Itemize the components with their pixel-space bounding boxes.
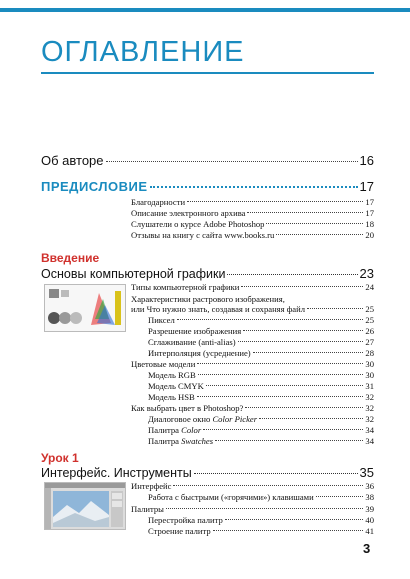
- toc-entry-cmyk[interactable]: Модель CMYK 31: [148, 381, 374, 391]
- toc-entry-resolution[interactable]: Разрешение изображения 26: [148, 326, 374, 336]
- toc-chapter-intro[interactable]: Основы компьютерной графики 23: [41, 266, 374, 281]
- toc-entry-antialias[interactable]: Сглаживание (anti-alias) 27: [148, 337, 374, 347]
- leader-dots: [316, 496, 364, 497]
- leader-dots: [215, 440, 363, 441]
- leader-dots: [206, 385, 364, 386]
- toc-entry-thanks[interactable]: Благодарности 17: [131, 197, 374, 207]
- toc-entry-color-models[interactable]: Цветовые модели 30: [131, 359, 374, 369]
- section-lesson1-heading: Урок 1: [41, 451, 79, 465]
- leader-dots: [253, 352, 364, 353]
- toc-entry-palette-color[interactable]: Палитра Color 34: [148, 425, 374, 435]
- leader-dots: [197, 396, 364, 397]
- lesson1-illustration: [44, 482, 126, 530]
- toc-entry-preface[interactable]: ПРЕДИСЛОВИЕ 17: [41, 179, 374, 194]
- toc-entry-hsb[interactable]: Модель HSB 32: [148, 392, 374, 402]
- leader-dots: [203, 429, 363, 430]
- leader-dots: [150, 186, 358, 188]
- top-accent-line: [0, 8, 410, 12]
- toc-entry-palette-swatches[interactable]: Палитра Swatches 34: [148, 436, 374, 446]
- leader-dots: [187, 201, 363, 202]
- toc-entry-color-picker[interactable]: Диалоговое окно Color Picker 32: [148, 414, 374, 424]
- leader-dots: [276, 234, 363, 235]
- leader-dots: [266, 223, 363, 224]
- toc-chapter-lesson1[interactable]: Интерфейс. Инструменты 35: [41, 465, 374, 480]
- leader-dots: [245, 407, 363, 408]
- toc-entry-raster[interactable]: или Что нужно знать, создавая и сохраняя файл 25: [131, 304, 374, 314]
- toc-entry-pixel[interactable]: Пиксел 25: [148, 315, 374, 325]
- leader-dots: [194, 473, 358, 474]
- leader-dots: [173, 485, 363, 486]
- leader-dots: [243, 330, 363, 331]
- page-title: ОГЛАВЛЕНИЕ: [41, 36, 245, 68]
- leader-dots: [213, 530, 364, 531]
- toc-entry-students[interactable]: Слушатели о курсе Adobe Photoshop 18: [131, 219, 374, 229]
- toc-entry-palettes[interactable]: Палитры 39: [131, 504, 374, 514]
- toc-entry-archive[interactable]: Описание электронного архива 17: [131, 208, 374, 218]
- leader-dots: [198, 374, 364, 375]
- leader-dots: [166, 508, 363, 509]
- toc-entry-choose-color[interactable]: Как выбрать цвет в Photoshop? 32: [131, 403, 374, 413]
- toc-entry-hotkeys[interactable]: Работа с быстрыми («горячими») клавишами 38: [148, 492, 374, 502]
- page-number: 3: [363, 541, 371, 556]
- toc-entry-rearrange[interactable]: Перестройка палитр 40: [148, 515, 374, 525]
- toc-entry-raster-line1[interactable]: Характеристики растрового изображения,: [131, 294, 285, 304]
- section-intro-heading: Введение: [41, 251, 100, 265]
- leader-dots: [227, 274, 357, 275]
- leader-dots: [177, 319, 364, 320]
- toc-entry-reviews[interactable]: Отзывы на книгу с сайта www.books.ru 20: [131, 230, 374, 240]
- leader-dots: [106, 161, 358, 162]
- toc-entry-interface[interactable]: Интерфейс 36: [131, 481, 374, 491]
- leader-dots: [259, 418, 363, 419]
- leader-dots: [238, 341, 364, 342]
- toc-entry-structure[interactable]: Строение палитр 41: [148, 526, 374, 536]
- leader-dots: [197, 363, 363, 364]
- toc-entry-about[interactable]: Об авторе 16: [41, 153, 374, 168]
- toc-entry-types[interactable]: Типы компьютерной графики 24: [131, 282, 374, 292]
- title-underline: [41, 72, 374, 74]
- toc-entry-rgb[interactable]: Модель RGB 30: [148, 370, 374, 380]
- intro-illustration: [44, 284, 126, 332]
- leader-dots: [307, 308, 363, 309]
- leader-dots: [225, 519, 364, 520]
- leader-dots: [247, 212, 363, 213]
- leader-dots: [241, 286, 363, 287]
- photoshop-interface-thumbnail-icon: [45, 483, 125, 529]
- toc-entry-interpolation[interactable]: Интерполяция (усреднение) 28: [148, 348, 374, 358]
- color-model-thumbnail-icon: [45, 285, 125, 331]
